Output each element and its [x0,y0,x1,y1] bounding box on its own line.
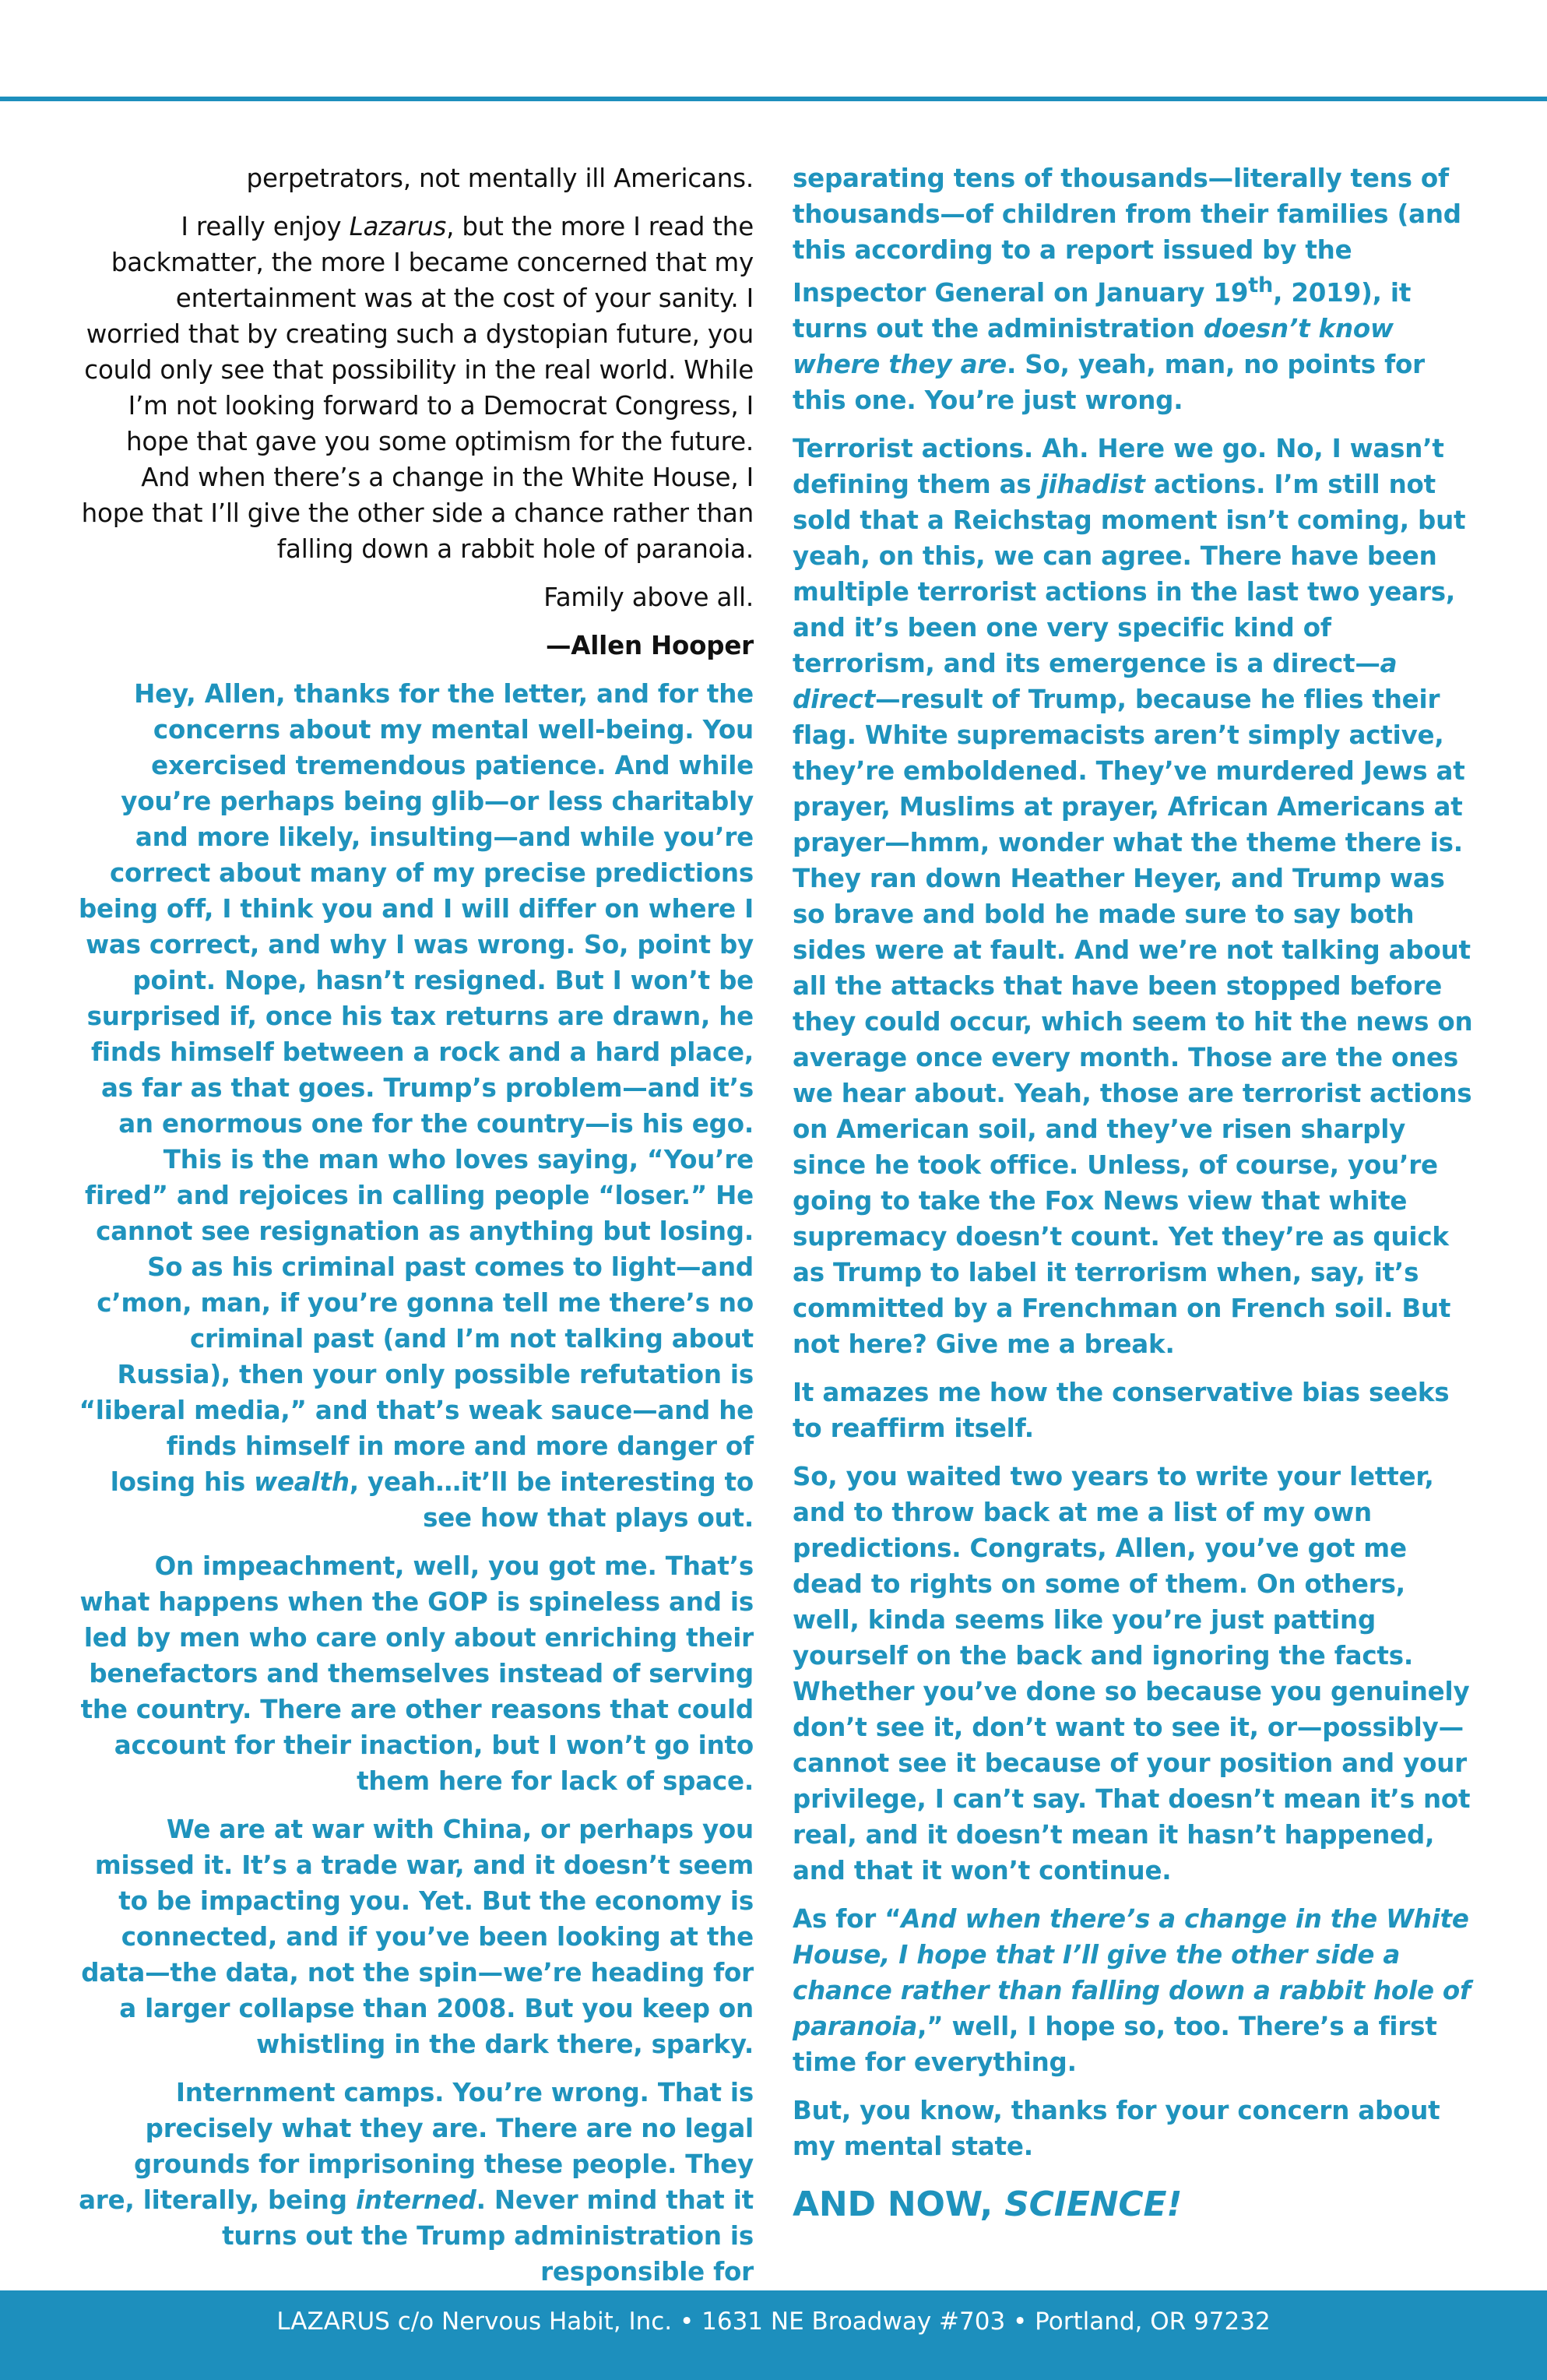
left-column [76,160,754,2302]
reply-paragraph-1: Hey, Allen, thanks for the letter, and for the concerns about my mental well-being. You exercised tremendous patience. And while you’re perhaps being glib—or less charitably and more likely, insulting—and while you’re correct about many of my precise predictions being off, I think you and I will differ on where I was correct, and why I was wrong. So, point by point. Nope, hasn’t resigned. But I won’t be surprised if, once his tax returns are drawn, he finds himself between a rock and a hard place, as far as that goes. Trump’s problem—and it’s an enormous one for the country—is his ego. This is the man who loves saying, “You’re fired” and rejoices in calling people “loser.” He cannot see resignation as anything but losing. So as his criminal past comes to light—and c’mon, man, if you’re gonna tell me there’s no criminal past (and I’m not talking about Russia), then your only possible refutation is “liberal media,” and that’s weak sauce—and he finds himself in more and more danger of losing his wealth, yeah…it’ll be interesting to see how that plays out. [78,679,754,1533]
letter-paragraph-1: perpetrators, not mentally ill Americans. [246,164,754,193]
right-column [793,160,1478,2239]
footer-address: LAZARUS c/o Nervous Habit, Inc. • 1631 NE Broadway #703 • Portland, OR 97232 [276,2308,1271,2336]
reply-paragraph-4: Internment camps. You’re wrong. That is precisely what they are. There are no legal grounds for imprisoning these people. They are, literally, being interned. Never mind that it turns out the Trump administration is responsible for [79,2078,754,2287]
reply-paragraph-2: On impeachment, well, you got me. That’s what happens when the GOP is spineless and is led by men who care only about enriching their benefactors and themselves instead of serving the country. There are other reasons that could account for their inaction, but I won’t go into them here for lack of space. [79,1551,754,1796]
reply-paragraph-10: But, you know, thanks for your concern about my mental state. [793,2095,1440,2161]
letter-paragraph-2: I really enjoy Lazarus, but the more I read the backmatter, the more I became concerned that my entertainment was at the cost of your sanity. I worried that by creating such a dystopian future, you could only see that possibility in the real world. While I’m not looking forward to a Democrat Congress, I hope that gave you some optimism for the future. And when there’s a change in the White House, I hope that I’ll give the other side a chance rather than falling down a rabbit hole of paranoia. [81,212,754,564]
reply-paragraph-6: Terrorist actions. Ah. Here we go. No, I wasn’t defining them as jihadist actions. I’m still not sold that a Reichstag moment isn’t coming, but yeah, on this, we can agree. There have been multiple terrorist actions in the last two years, and it’s been one very specific kind of terrorism, and its emergence is a direct—a direct—result of Trump, because he flies their flag. White supremacists aren’t simply active, they’re emboldened. They’ve murdered Jews at prayer, Muslims at prayer, African Americans at prayer—hmm, wonder what the theme there is. They ran down Heather Heyer, and Trump was so brave and bold he made sure to say both sides were at fault. And we’re not talking about all the attacks that have been stopped before they could occur, which seem to hit the news on average once every month. Those are the ones we hear about. Yeah, those are terrorist actions on American soil, and they’ve risen sharply since he took office. Unless, of course, you’re going to take the Fox News view that white supremacy doesn’t count. Yet they’re as quick as Trump to label it terrorism when, say, it’s committed by a Frenchman on French soil. But not here? Give me a break. [793,433,1473,1359]
footer-address-bar [0,2290,1547,2380]
reply-paragraph-9: As for “And when there’s a change in the White House, I hope that I’ll give the other side a chance rather than falling down a rabbit hole of paranoia,” well, I hope so, too. There’s a first time for everything. [793,1903,1471,2077]
reply-paragraph-5: separating tens of thousands—literally tens of thousands—of children from their families (and this according to a report issued by the Inspector General on January 19th, 2019), it turns out the administration doesn’t know where they are. So, yeah, man, no points for this one. You’re just wrong. [793,164,1461,415]
letter-signature: —Allen Hooper [545,631,754,660]
top-rule [0,97,1547,101]
reply-paragraph-3: We are at war with China, or perhaps you missed it. It’s a trade war, and it doesn’t seem to be impacting you. Yet. But the economy is connected, and if you’ve been looking at the data—the data, not the spin—we’re heading for a larger collapse than 2008. But you keep on whistling in the dark there, sparky. [81,1815,754,2059]
reply-paragraph-7: It amazes me how the conservative bias seeks to reaffirm itself. [793,1377,1450,1443]
science-headline: AND NOW, SCIENCE! [793,2184,1183,2224]
reply-paragraph-8: So, you waited two years to write your letter, and to throw back at me a list of my own predictions. Congrats, Allen, you’ve got me dead to rights on some of them. On others, well, kinda seems like you’re just patting yourself on the back and ignoring the facts. Whether you’ve done so because you genuinely don’t see it, don’t want to see it, or—possibly—cannot see it because of your position and your privilege, I can’t say. That doesn’t mean it’s not real, and it doesn’t mean it hasn’t happened, and that it won’t continue. [793,1461,1471,1885]
letter-signoff: Family above all. [543,583,754,612]
